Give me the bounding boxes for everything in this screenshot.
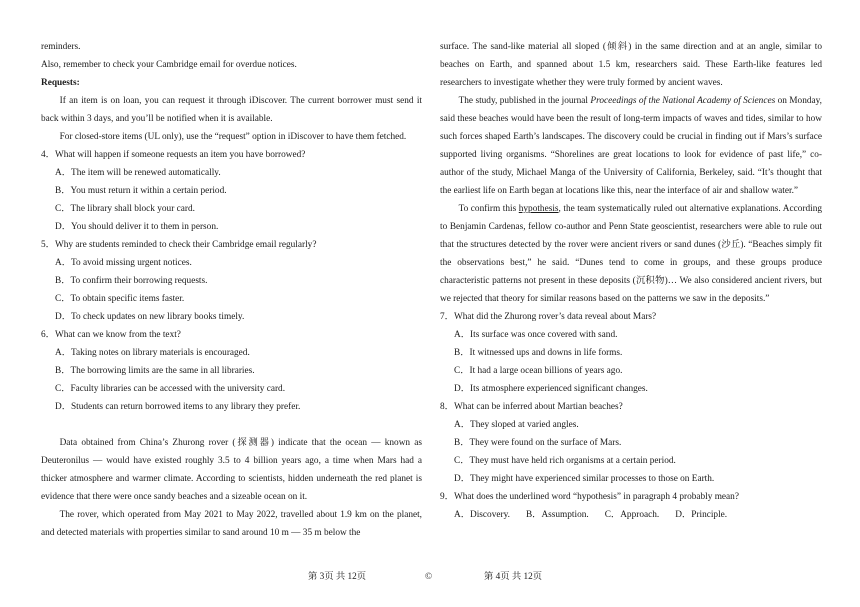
answer-option: A．Discovery. xyxy=(454,510,510,520)
question-8 xyxy=(440,398,822,488)
left-column xyxy=(41,38,422,542)
passage-paragraph: surface. The sand-like material all sloped (倾斜) in the same direction and at an angle, similar to beaches on Earth, and spanned about 1.5 km, researchers said. These Earth-like features led researchers to investigate whether they were truly formed by ancient waves. xyxy=(440,42,822,88)
spacer xyxy=(41,416,422,434)
answer-option: A．They sloped at varied angles. xyxy=(454,420,579,430)
answer-option: A．Taking notes on library materials is encouraged. xyxy=(55,348,250,358)
answer-option: A．The item will be renewed automatically. xyxy=(55,168,221,178)
answer-option: B．They were found on the surface of Mars. xyxy=(454,438,622,448)
journal-title: Proceedings of the National Academy of Sciences xyxy=(590,96,776,106)
answer-option: A．To avoid missing urgent notices. xyxy=(55,258,192,268)
answer-option: C．It had a large ocean billions of years ago. xyxy=(454,366,623,376)
section-heading: Requests: xyxy=(41,78,80,88)
answer-option: B．To confirm their borrowing requests. xyxy=(55,276,208,286)
page-number-right: 第 4页 共 12页 xyxy=(484,572,543,582)
question-6 xyxy=(41,326,422,416)
answer-option: D．To check updates on new library books timely. xyxy=(55,312,245,322)
question-9 xyxy=(440,488,822,524)
answer-option: B．Assumption. xyxy=(525,510,589,520)
copyright-symbol: © xyxy=(425,572,433,582)
paragraph: reminders. xyxy=(41,42,81,52)
question-4 xyxy=(41,146,422,236)
question-stem: 5．Why are students reminded to check their Cambridge email regularly? xyxy=(41,240,317,250)
paragraph: For closed-store items (UL only), use the “request” option in iDiscover to have them fetched. xyxy=(59,132,407,142)
underlined-word: hypothesis xyxy=(518,204,559,214)
passage-paragraph xyxy=(440,92,822,200)
question-7 xyxy=(440,308,822,398)
passage-paragraph: The rover, which operated from May 2021 to May 2022, travelled about 1.9 km on the planet, and detected materials with properties similar to sand around 10 m — 35 m below the xyxy=(41,510,422,538)
passage-paragraph: Data obtained from China’s Zhurong rover (探测器) indicate that the ocean — known as Deuteronilus — would have existed roughly 3.5 to 4 billion years ago, a time when Mars had a thicker atmosphere and warmer climate. According to scientists, hidden underneath the red planet is evidence that there were once sandy beaches and a sizeable ocean on it. xyxy=(41,438,422,502)
question-stem: 8．What can be inferred about Martian beaches? xyxy=(440,402,623,412)
text-run: , the team systematically ruled out alternative explanations. According to Benjamin Cardenas, fellow co-author and Penn State geoscientist, researchers were able to rule out that the structures detected by the rover were ancient rivers or sand dunes (沙丘). “Beaches simply fit the observations best,” he said. “Dunes tend to come in groups, and these groups produce characteristic patterns not present in these deposits (沉积物)… We also considered ancient rivers, but we rejected that theory for similar reasons based on the patterns we saw in the deposits.” xyxy=(440,204,823,304)
question-stem: 4．What will happen if someone requests an item you have borrowed? xyxy=(41,150,306,160)
question-5 xyxy=(41,236,422,326)
text-run: on Monday, said these beaches would have been the result of long-term impacts of waves and tides, similar to how such forces shaped Earth’s landscapes. The discovery could be crucial in finding out if Mars’s surface supported living organisms. “Shorelines are great locations to look for evidence of past life,” co-author of the study, Michael Manga of the University of California, Berkeley, said. “It’s thought that the earliest life on Earth began at locations like this, near the interface of air and shallow water.” xyxy=(440,96,822,196)
answer-options-row xyxy=(440,506,822,524)
answer-option: C．The library shall block your card. xyxy=(55,204,195,214)
right-column xyxy=(440,38,822,524)
question-stem: 7．What did the Zhurong rover’s data reveal about Mars? xyxy=(440,312,657,322)
answer-option: B．You must return it within a certain period. xyxy=(55,186,227,196)
passage-paragraph xyxy=(440,200,822,308)
answer-option: D．They might have experienced similar processes to those on Earth. xyxy=(454,474,715,484)
text-run: To confirm this xyxy=(458,204,519,214)
answer-option: D．You should deliver it to them in person. xyxy=(55,222,219,232)
question-stem: 9．What does the underlined word “hypothesis” in paragraph 4 probably mean? xyxy=(440,492,739,502)
answer-option: B．It witnessed ups and downs in life forms. xyxy=(454,348,623,358)
answer-option: C．Faculty libraries can be accessed with the university card. xyxy=(55,384,286,394)
text-run: The study, published in the journal xyxy=(458,96,591,106)
paragraph: If an item is on loan, you can request it through iDiscover. The current borrower must send it back within 3 days, and you’ll be notified when it is available. xyxy=(41,96,422,124)
page-number-left: 第 3页 共 12页 xyxy=(308,572,367,582)
answer-option: D．Principle. xyxy=(675,510,728,520)
question-stem: 6．What can we know from the text? xyxy=(41,330,181,340)
answer-option: B．The borrowing limits are the same in all libraries. xyxy=(55,366,255,376)
answer-option: D．Students can return borrowed items to any library they prefer. xyxy=(55,402,301,412)
answer-option: C．Approach. xyxy=(604,510,660,520)
page-footer xyxy=(0,568,860,586)
paragraph: Also, remember to check your Cambridge email for overdue notices. xyxy=(41,60,297,70)
answer-option: A．Its surface was once covered with sand. xyxy=(454,330,618,340)
answer-option: C．They must have held rich organisms at a certain period. xyxy=(454,456,676,466)
answer-option: D．Its atmosphere experienced significant changes. xyxy=(454,384,648,394)
answer-option: C．To obtain specific items faster. xyxy=(55,294,185,304)
